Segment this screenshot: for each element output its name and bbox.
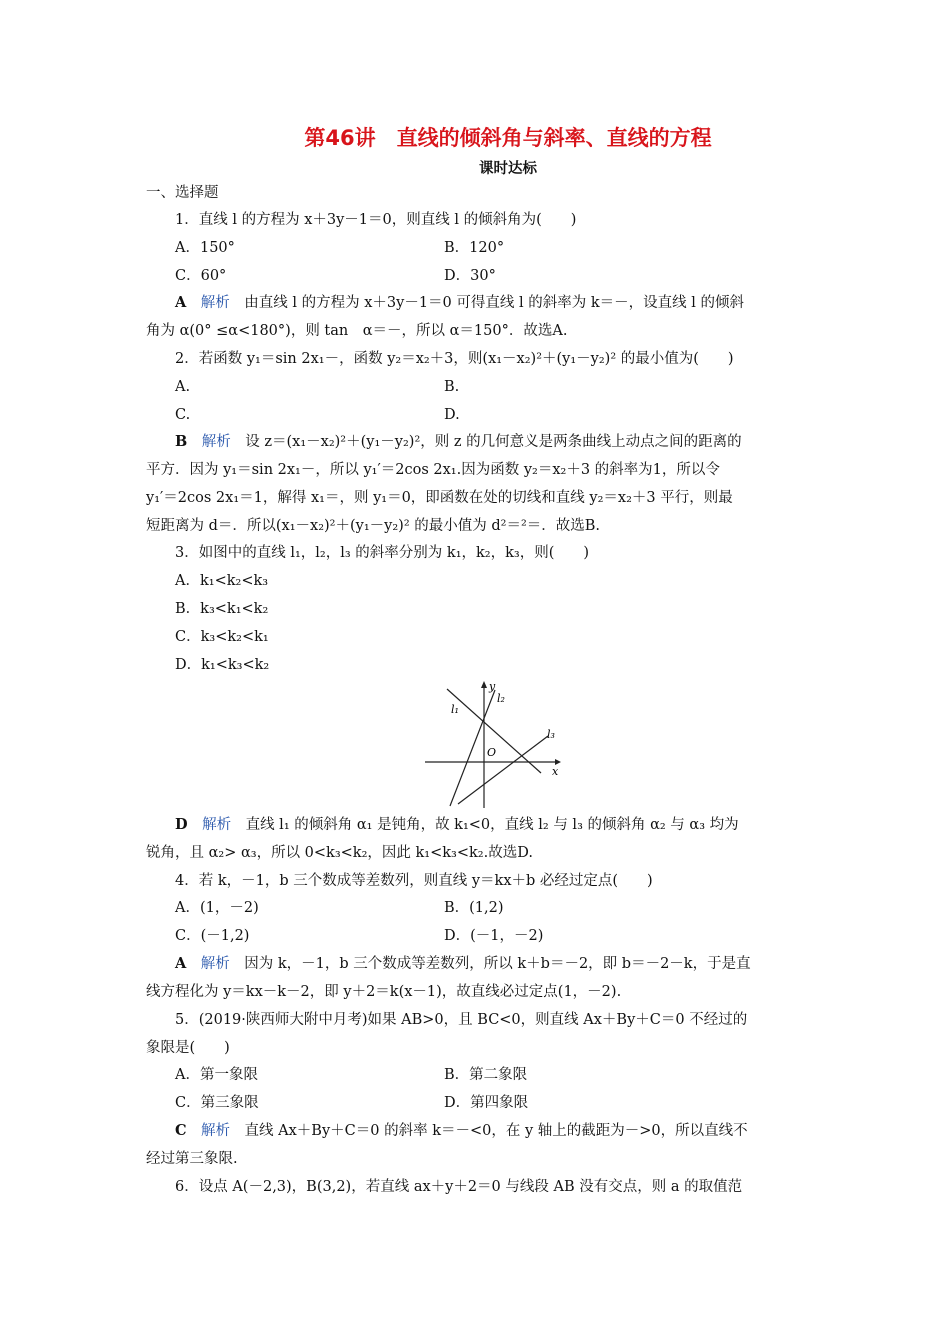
- q3-solution-line-1: [175, 815, 739, 835]
- q4-option-a: A．(1，－2): [175, 900, 259, 916]
- q1-stem: 1．直线 l 的方程为 x＋3y－1＝0，则直线 l 的倾斜角为( ): [175, 212, 577, 228]
- q2-option-c: C.: [175, 407, 191, 423]
- q5-stem-2: 象限是( ): [146, 1040, 230, 1056]
- line-l3: [458, 736, 548, 804]
- q3-solution-tag: 解析: [202, 817, 232, 833]
- q3-option-c: C．k₃<k₂<k₁: [175, 629, 269, 645]
- q1-solution-line-1: [175, 293, 744, 313]
- q3-stem: 3．如图中的直线 l₁，l₂，l₃ 的斜率分别为 k₁，k₂，k₃，则( ): [175, 545, 590, 561]
- q2-stem: 2．若函数 y₁＝sin 2x₁－，函数 y₂＝x₂＋3，则(x₁－x₂)²＋(y₁－y₂)² 的最小值为( ): [175, 351, 734, 367]
- q1-option-d: D．30°: [444, 268, 496, 284]
- q1-option-c: C．60°: [175, 268, 227, 284]
- q5-solution-tag: 解析: [201, 1123, 231, 1139]
- q1-solution-text-1: 由直线 l 的方程为 x＋3y－1＝0 可得直线 l 的斜率为 k＝－，设直线 l 的倾斜: [244, 295, 744, 311]
- q4-solution-tag: 解析: [200, 956, 230, 972]
- q4-solution-text-1: 因为 k，－1，b 三个数成等差数列，所以 k＋b＝－2，即 b＝－2－k，于是直: [244, 956, 751, 972]
- q5-option-c: C．第三象限: [175, 1095, 259, 1111]
- q4-option-c: C．(－1,2): [175, 928, 250, 944]
- q3-answer: D: [175, 816, 188, 833]
- q3-solution-text-2: 锐角，且 α₂> α₃，所以 0<k₃<k₂，因此 k₁<k₃<k₂.故选D.: [146, 845, 533, 861]
- q4-option-d: D．(－1，－2): [444, 928, 544, 944]
- q4-answer: A: [175, 955, 187, 972]
- line-l1: [447, 689, 541, 773]
- q2-option-b: B.: [444, 379, 460, 395]
- q2-solution-text-2: 平方．因为 y₁＝sin 2x₁－，所以 y₁′＝2cos 2x₁.因为函数 y₂＝x₂＋3 的斜率为1，所以令: [146, 462, 720, 478]
- q1-option-b: B．120°: [444, 240, 505, 256]
- q5-answer: C: [175, 1122, 187, 1139]
- q5-option-a: A．第一象限: [175, 1067, 258, 1083]
- q4-stem: 4．若 k，－1，b 三个数成等差数列，则直线 y＝kx＋b 必经过定点( ): [175, 873, 653, 889]
- label-x: x: [552, 765, 559, 778]
- q1-solution-text-2: 角为 α(0° ≤α<180°)，则 tan α＝－，所以 α＝150°．故选A.: [146, 323, 568, 339]
- q2-solution-text-4: 短距离为 d＝．所以(x₁－x₂)²＋(y₁－y₂)² 的最小值为 d²＝²＝．故选B.: [146, 518, 601, 534]
- q5-solution-text-2: 经过第三象限.: [146, 1151, 238, 1167]
- q4-solution-text-2: 线方程化为 y＝kx－k－2，即 y＋2＝k(x－1)，故直线必过定点(1，－2).: [146, 984, 622, 1000]
- q2-answer: B: [175, 433, 188, 450]
- q1-option-a: A．150°: [175, 240, 235, 256]
- label-l2: l₂: [497, 692, 505, 705]
- q5-solution-line-1: [175, 1121, 748, 1141]
- label-l3: l₃: [547, 728, 555, 741]
- section-heading: 一、选择题: [146, 185, 219, 201]
- label-y: y: [489, 680, 496, 693]
- q3-option-d: D．k₁<k₃<k₂: [175, 657, 270, 673]
- q5-solution-text-1: 直线 Ax＋By＋C＝0 的斜率 k＝－<0，在 y 轴上的截距为－>0，所以直线不: [244, 1123, 748, 1139]
- q1-solution-tag: 解析: [200, 295, 230, 311]
- q2-option-d: D.: [444, 407, 460, 423]
- q5-option-b: B．第二象限: [444, 1067, 528, 1083]
- q5-stem-1: 5．(2019·陕西师大附中月考)如果 AB>0，且 BC<0，则直线 Ax＋By＋C＝0 不经过的: [175, 1012, 748, 1028]
- q3-figure: [420, 678, 570, 810]
- q3-solution-text-1: 直线 l₁ 的倾斜角 α₁ 是钝角，故 k₁<0，直线 l₂ 与 l₃ 的倾斜角 α₂ 与 α₃ 均为: [245, 817, 739, 833]
- q4-option-b: B．(1,2): [444, 900, 504, 916]
- q2-solution-text-3: y₁′＝2cos 2x₁＝1，解得 x₁＝，则 y₁＝0，即函数在处的切线和直线 y₂＝x₂＋3 平行，则最: [146, 490, 733, 506]
- label-origin: O: [487, 746, 497, 759]
- q2-solution-text-1: 设 z＝(x₁－x₂)²＋(y₁－y₂)²，则 z 的几何意义是两条曲线上动点之间的距离的: [245, 434, 742, 450]
- y-axis-arrow: [481, 681, 487, 688]
- page-title: 第46讲 直线的倾斜角与斜率、直线的方程: [304, 126, 712, 150]
- q1-answer: A: [175, 294, 187, 311]
- q4-solution-line-1: [175, 954, 751, 974]
- label-l1: l₁: [451, 703, 459, 716]
- q3-option-b: B．k₃<k₁<k₂: [175, 601, 269, 617]
- q5-option-d: D．第四象限: [444, 1095, 529, 1111]
- q2-solution-tag: 解析: [201, 434, 231, 450]
- q2-option-a: A.: [175, 379, 191, 395]
- q3-option-a: A．k₁<k₂<k₃: [175, 573, 269, 589]
- page-subtitle: 课时达标: [479, 161, 537, 177]
- q2-solution-line-1: [175, 432, 742, 452]
- q6-stem: 6．设点 A(－2,3)，B(3,2)，若直线 ax＋y＋2＝0 与线段 AB 没有交点，则 a 的取值范: [175, 1179, 743, 1195]
